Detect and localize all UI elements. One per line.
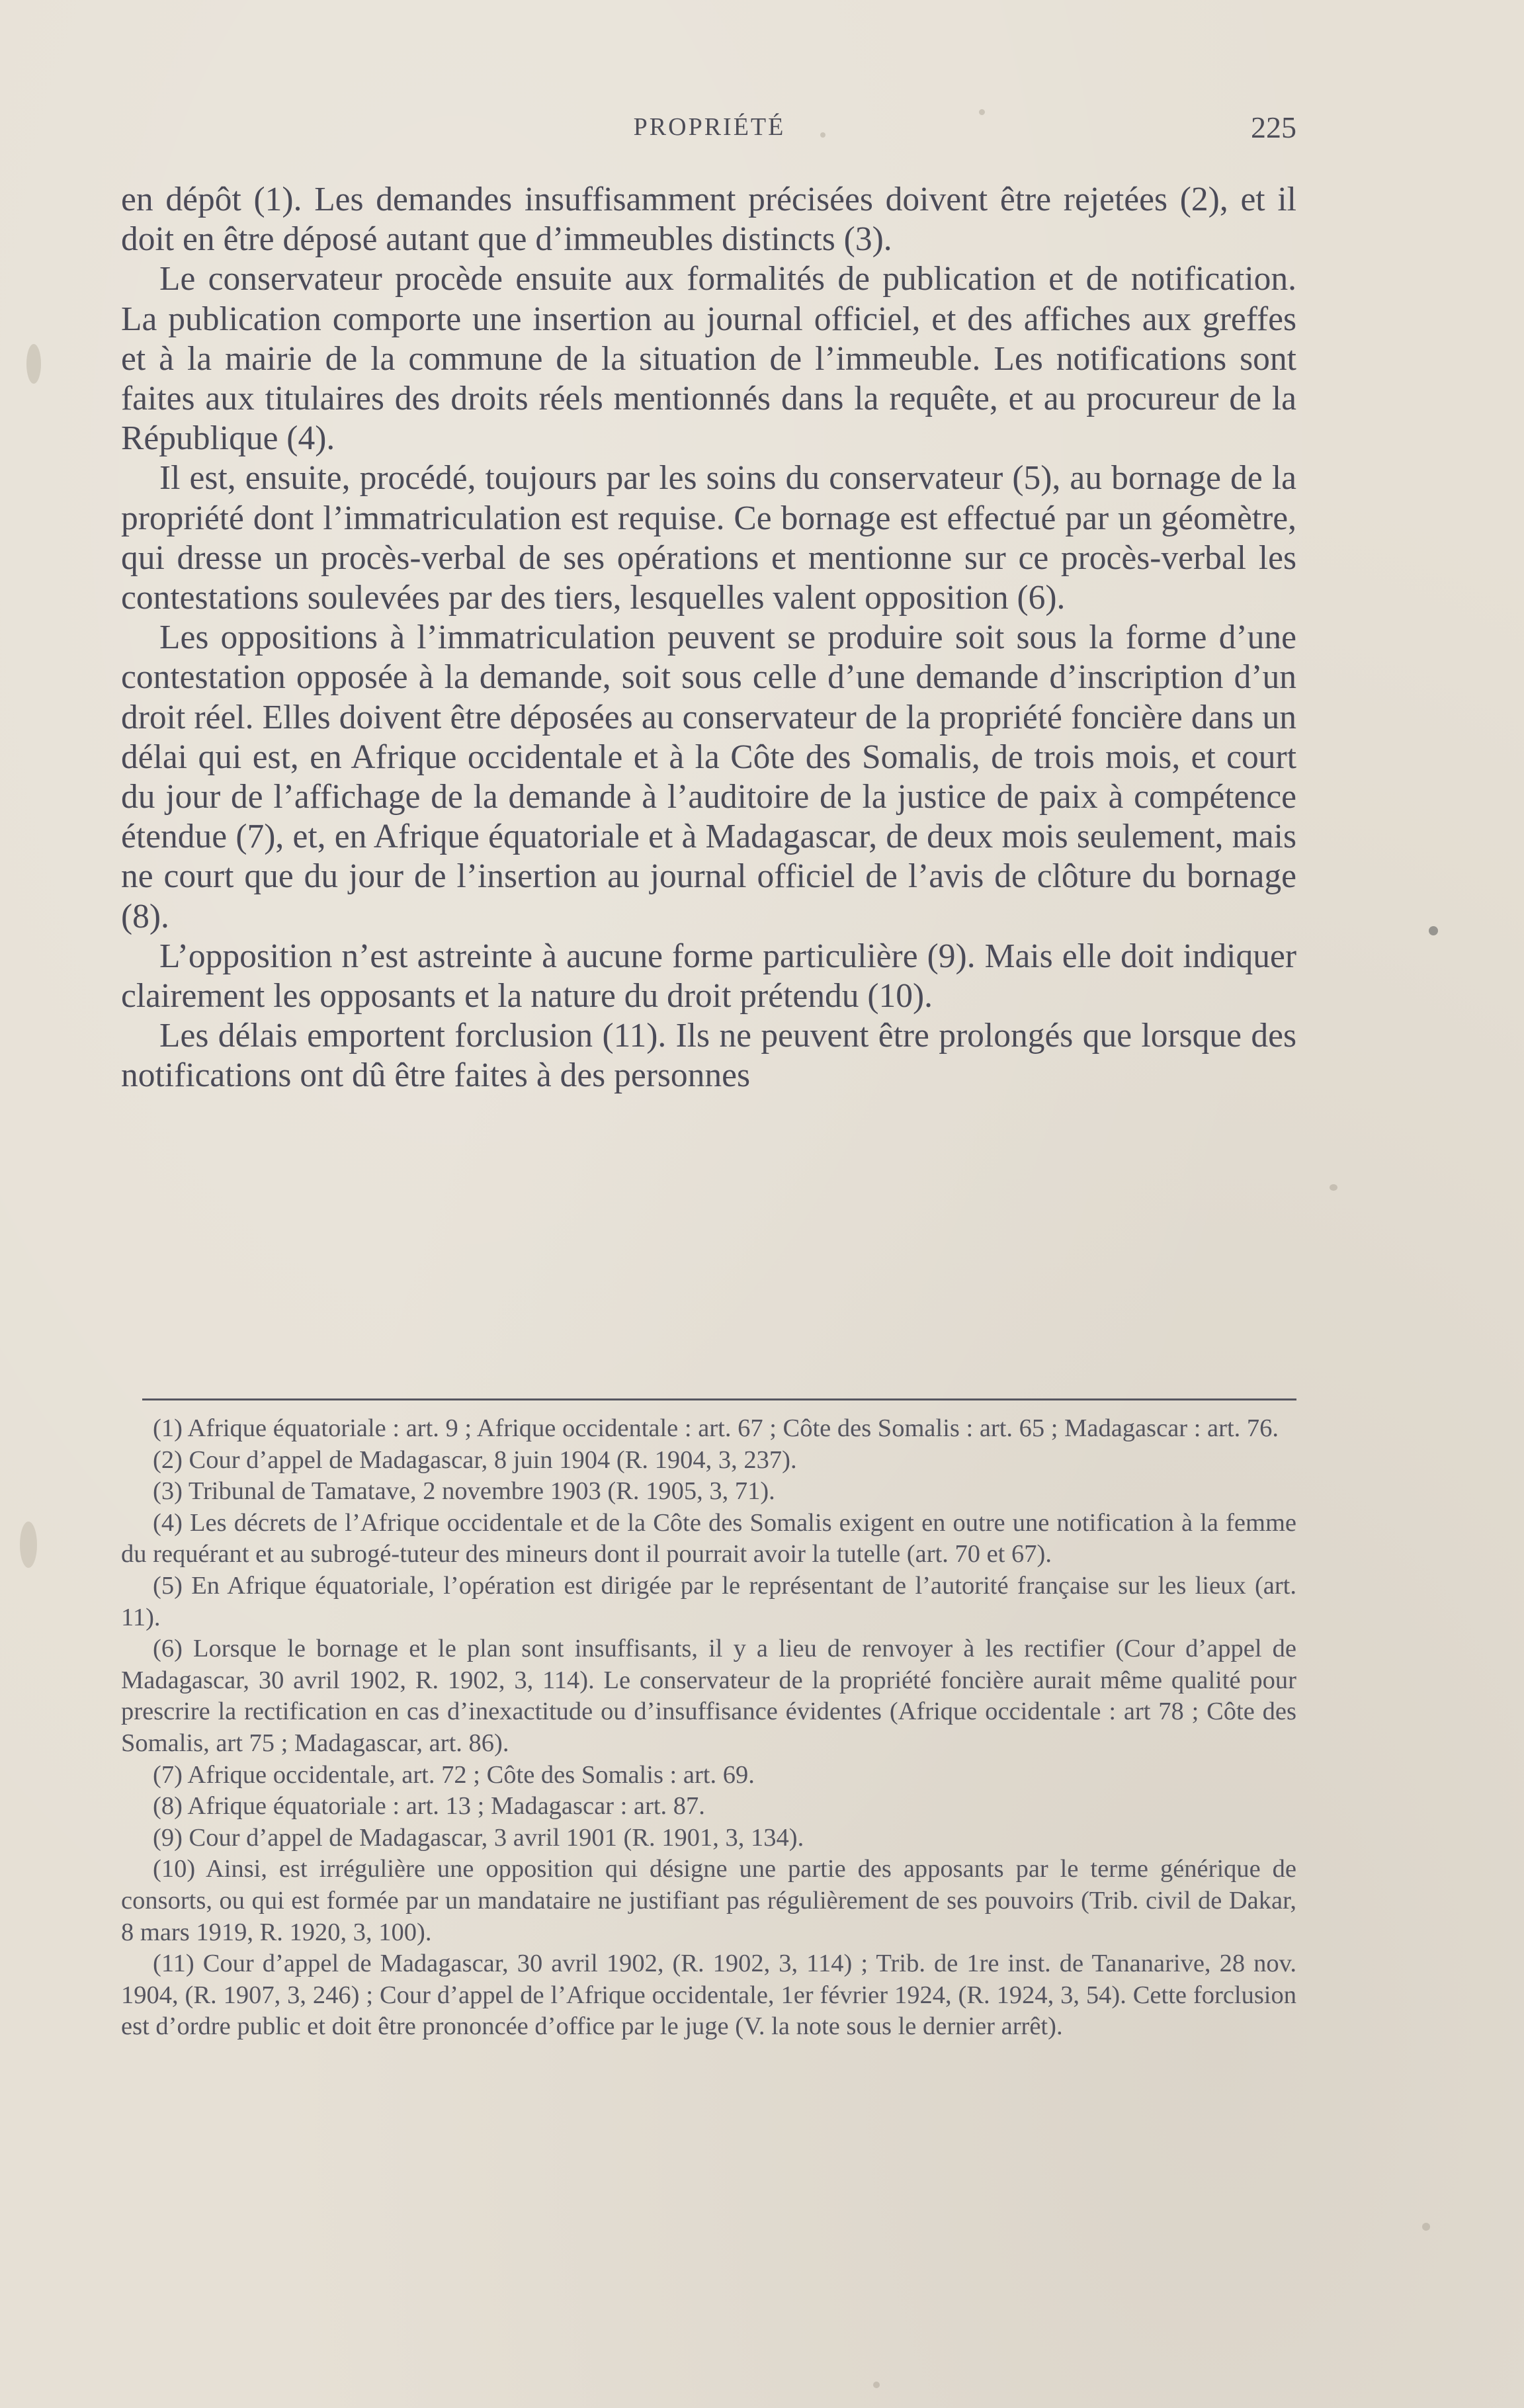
footnote-11: (11) Cour d’appel de Madagascar, 30 avril 1902, (R. 1902, 3, 114) ; Trib. de 1re inst. de Tananarive, 28 nov. 1904, (R. 1907, 3, 246) ; Cour d’appel de l’Afrique occidentale, 1er février 1924, (R. 1924, 3, 54). Cette forclusion est d’ordre public et doit être prononcée d’office par le juge (V. la note sous le dernier arrêt). <box>121 1950 1296 2041</box>
paper-speck <box>1429 926 1438 935</box>
running-head <box>122 106 1296 152</box>
footnote-1: (1) Afrique équatoriale : art. 9 ; Afrique occidentale : art. 67 ; Côte des Somalis : art. 65 ; Madagascar : art. 76. <box>153 1414 1279 1442</box>
footnote-2: (2) Cour d’appel de Madagascar, 8 juin 1904 (R. 1904, 3, 237). <box>153 1445 797 1474</box>
paper-speck <box>1422 2223 1430 2231</box>
page-number: 225 <box>1251 110 1296 144</box>
footnote-9: (9) Cour d’appel de Madagascar, 3 avril 1901 (R. 1901, 3, 134). <box>153 1823 804 1852</box>
footnote-7: (7) Afrique occidentale, art. 72 ; Côte des Somalis : art. 69. <box>153 1760 755 1789</box>
footnote-5: (5) En Afrique équatoriale, l’opération est dirigée par le représentant de l’autorité française sur les lieux (art. 11). <box>121 1571 1296 1631</box>
paper-speck <box>1330 1184 1337 1191</box>
body-text <box>121 180 1296 1096</box>
paper-speck <box>820 132 826 138</box>
footnote-8: (8) Afrique équatoriale : art. 13 ; Madagascar : art. 87. <box>153 1792 705 1821</box>
footnote-6: (6) Lorsque le bornage et le plan sont insuffisants, il y a lieu de renvoyer à les rectifier (Cour d’appel de Madagascar, 30 avril 1902, R. 1902, 3, 114). Le conservateur de la propriété foncière aurait même qualité pour prescrire la rectification en cas d’inexactitude ou d’insuffisance évidentes (Afrique occidentale : art 78 ; Côte des Somalis, art 75 ; Madagascar, art. 86). <box>121 1635 1296 1757</box>
paper-speck <box>20 1522 37 1568</box>
paper-speck <box>979 109 985 115</box>
paper-speck <box>26 344 41 384</box>
footnote-4: (4) Les décrets de l’Afrique occidentale et de la Côte des Somalis exigent en outre une notification à la femme du requérant et au subrogé-tuteur des mineurs dont il pourrait avoir la tutelle (art. 70 et 67). <box>121 1508 1296 1569</box>
paragraph-4: Les oppositions à l’immatriculation peuvent se produire soit sous la forme d’une contestation opposée à la demande, soit sous celle d’une demande d’inscription d’un droit réel. Elles doivent être déposées au conservateur de la propriété foncière dans un délai qui est, en Afrique occidentale et à la Côte des Somalis, de trois mois, et court du jour de l’affichage de la demande à l’auditoire de la justice de paix à compétence étendue (7), et, en Afrique équatoriale et à Madagascar, de deux mois seulement, mais ne court que du jour de l’insertion au journal officiel de l’avis de clôture du bornage (8). <box>121 619 1296 935</box>
paragraph-1: en dépôt (1). Les demandes insuffisamment précisées doivent être rejetées (2), et il doit en être déposé autant que d’immeubles distincts (3). <box>121 181 1296 259</box>
paragraph-5: L’opposition n’est astreinte à aucune forme particulière (9). Mais elle doit indiquer clairement les opposants et la nature du droit prétendu (10). <box>121 937 1296 1015</box>
footnote-10: (10) Ainsi, est irrégulière une opposition qui désigne une partie des apposants par le terme générique de consorts, ou qui est formée par un mandataire ne justifiant pas régulièrement de ses pouvoirs (Trib. civil de Dakar, 8 mars 1919, R. 1920, 3, 100). <box>121 1855 1296 1946</box>
paragraph-6: Les délais emportent forclusion (11). Ils ne peuvent être prolongés que lorsque des notifications ont dû être faites à des personnes <box>121 1017 1296 1095</box>
paragraph-3: Il est, ensuite, procédé, toujours par les soins du conservateur (5), au bornage de la propriété dont l’immatriculation est requise. Ce bornage est effectué par un géomètre, qui dresse un procès-verbal de ses opérations et mentionne sur ce procès-verbal les contestations soulevées par des tiers, lesquelles valent opposition (6). <box>121 459 1296 617</box>
footnote-3: (3) Tribunal de Tamatave, 2 novembre 1903 (R. 1905, 3, 71). <box>153 1477 775 1506</box>
paper-speck <box>873 2382 880 2388</box>
paragraph-2: Le conservateur procède ensuite aux formalités de publication et de notification. La publication comporte une insertion au journal officiel, et des affiches aux greffes et à la mairie de la commune de la situation de l’immeuble. Les notifications sont faites aux titulaires des droits réels mentionnés dans la requête, et au procureur de la République (4). <box>121 260 1296 458</box>
running-title: PROPRIÉTÉ <box>633 113 786 141</box>
footnotes <box>121 1413 1296 2043</box>
footnote-rule <box>142 1398 1296 1400</box>
